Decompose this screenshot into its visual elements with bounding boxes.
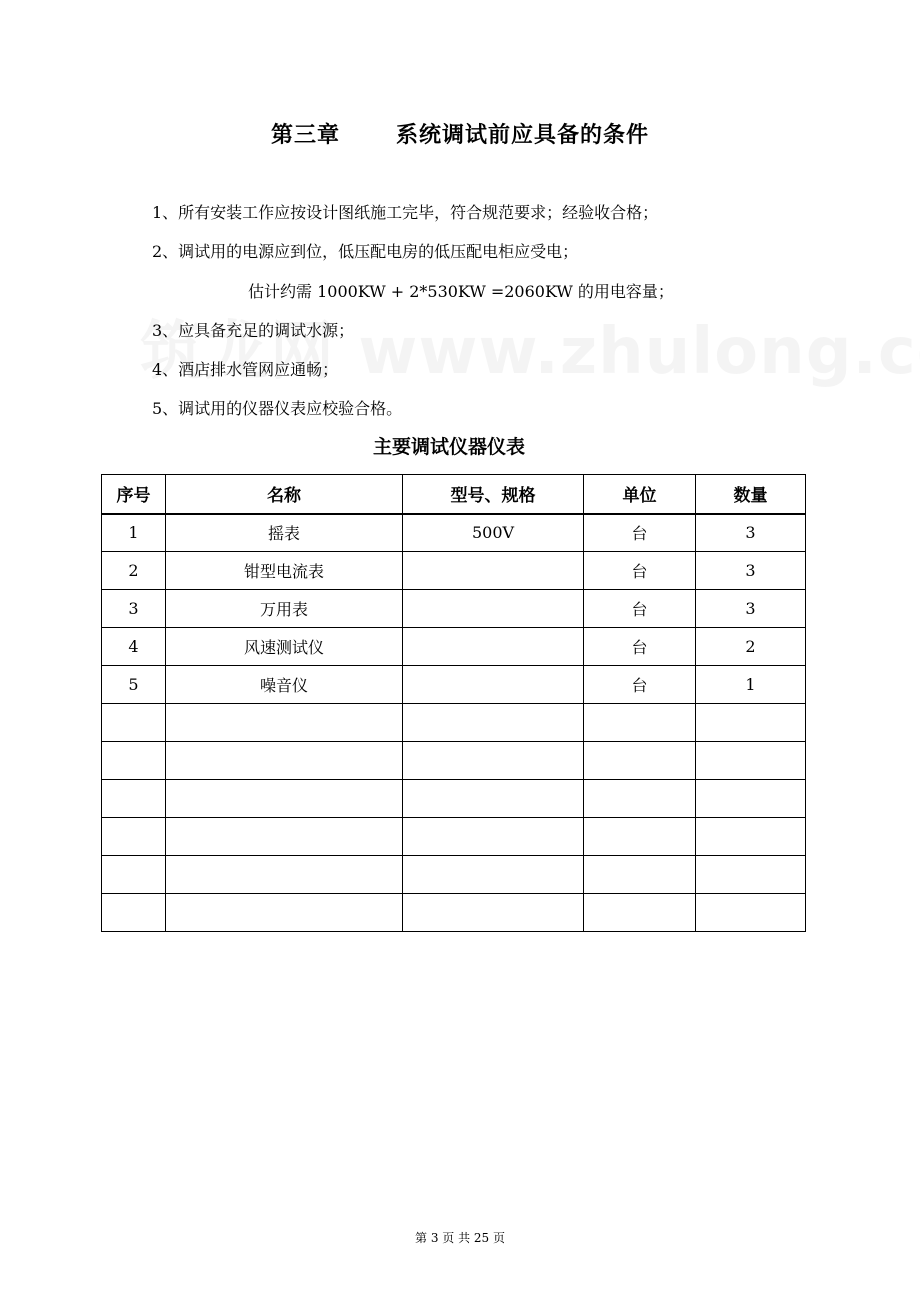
cell-quantity [696,704,806,742]
cell-index [102,894,166,932]
cell-unit: 台 [584,666,696,704]
chapter-title [0,118,920,149]
table-row [102,704,806,742]
table-row [102,514,806,552]
table-row [102,628,806,666]
cell-index [102,704,166,742]
cell-index [102,856,166,894]
instrument-table [101,474,806,932]
cell-model: 500V [403,514,584,552]
cell-model [403,704,584,742]
cell-quantity: 2 [696,628,806,666]
table-title: 主要调试仪器仪表 [372,436,525,458]
cell-quantity: 1 [696,666,806,704]
condition-item-1: 1、所有安装工作应按设计图纸施工完毕，符合规范要求；经验收合格； [152,203,659,222]
table-row [102,894,806,932]
header-index: 序号 [102,475,166,514]
cell-model [403,894,584,932]
table-row [102,666,806,704]
cell-quantity: 3 [696,514,806,552]
header-unit: 单位 [584,475,696,514]
cell-unit [584,780,696,818]
cell-index: 4 [102,628,166,666]
chapter-heading: 系统调试前应具备的条件 [396,123,650,148]
cell-index: 3 [102,590,166,628]
cell-index: 1 [102,514,166,552]
table-row [102,780,806,818]
cell-quantity: 3 [696,590,806,628]
chapter-number: 第三章 [270,123,340,148]
cell-quantity [696,894,806,932]
cell-unit: 台 [584,514,696,552]
cell-index [102,780,166,818]
table-header-row [102,475,806,514]
cell-quantity [696,818,806,856]
table-row [102,552,806,590]
cell-model [403,590,584,628]
table-row [102,590,806,628]
cell-name [166,742,403,780]
cell-name [166,704,403,742]
table-row [102,818,806,856]
cell-model [403,628,584,666]
cell-name: 万用表 [166,590,403,628]
cell-model [403,856,584,894]
cell-model [403,552,584,590]
cell-index: 2 [102,552,166,590]
cell-name: 摇表 [166,514,403,552]
cell-name: 风速测试仪 [166,628,403,666]
cell-unit: 台 [584,552,696,590]
condition-item-2: 2、调试用的电源应到位，低压配电房的低压配电柜应受电； [152,242,579,261]
cell-unit [584,818,696,856]
cell-name: 噪音仪 [166,666,403,704]
condition-item-5: 5、调试用的仪器仪表应校验合格。 [152,399,403,418]
cell-unit [584,742,696,780]
condition-item-4: 4、酒店排水管网应通畅； [152,360,339,379]
cell-model [403,666,584,704]
header-name: 名称 [166,475,403,514]
cell-name [166,818,403,856]
cell-index [102,818,166,856]
table-row [102,742,806,780]
table-row [102,856,806,894]
cell-index [102,742,166,780]
cell-model [403,818,584,856]
cell-name [166,894,403,932]
cell-unit: 台 [584,590,696,628]
cell-unit [584,856,696,894]
header-model: 型号、规格 [403,475,584,514]
cell-unit [584,704,696,742]
cell-model [403,780,584,818]
cell-index: 5 [102,666,166,704]
cell-unit [584,894,696,932]
cell-quantity [696,856,806,894]
cell-name: 钳型电流表 [166,552,403,590]
cell-unit: 台 [584,628,696,666]
cell-quantity: 3 [696,552,806,590]
cell-quantity [696,742,806,780]
cell-name [166,856,403,894]
condition-item-2-detail: 估计约需 1000KW + 2*530KW =2060KW 的用电容量； [248,282,674,301]
condition-item-3: 3、应具备充足的调试水源； [152,321,355,340]
cell-quantity [696,780,806,818]
cell-model [403,742,584,780]
cell-name [166,780,403,818]
header-quantity: 数量 [696,475,806,514]
page-footer: 第 3 页 共 25 页 [415,1231,505,1245]
